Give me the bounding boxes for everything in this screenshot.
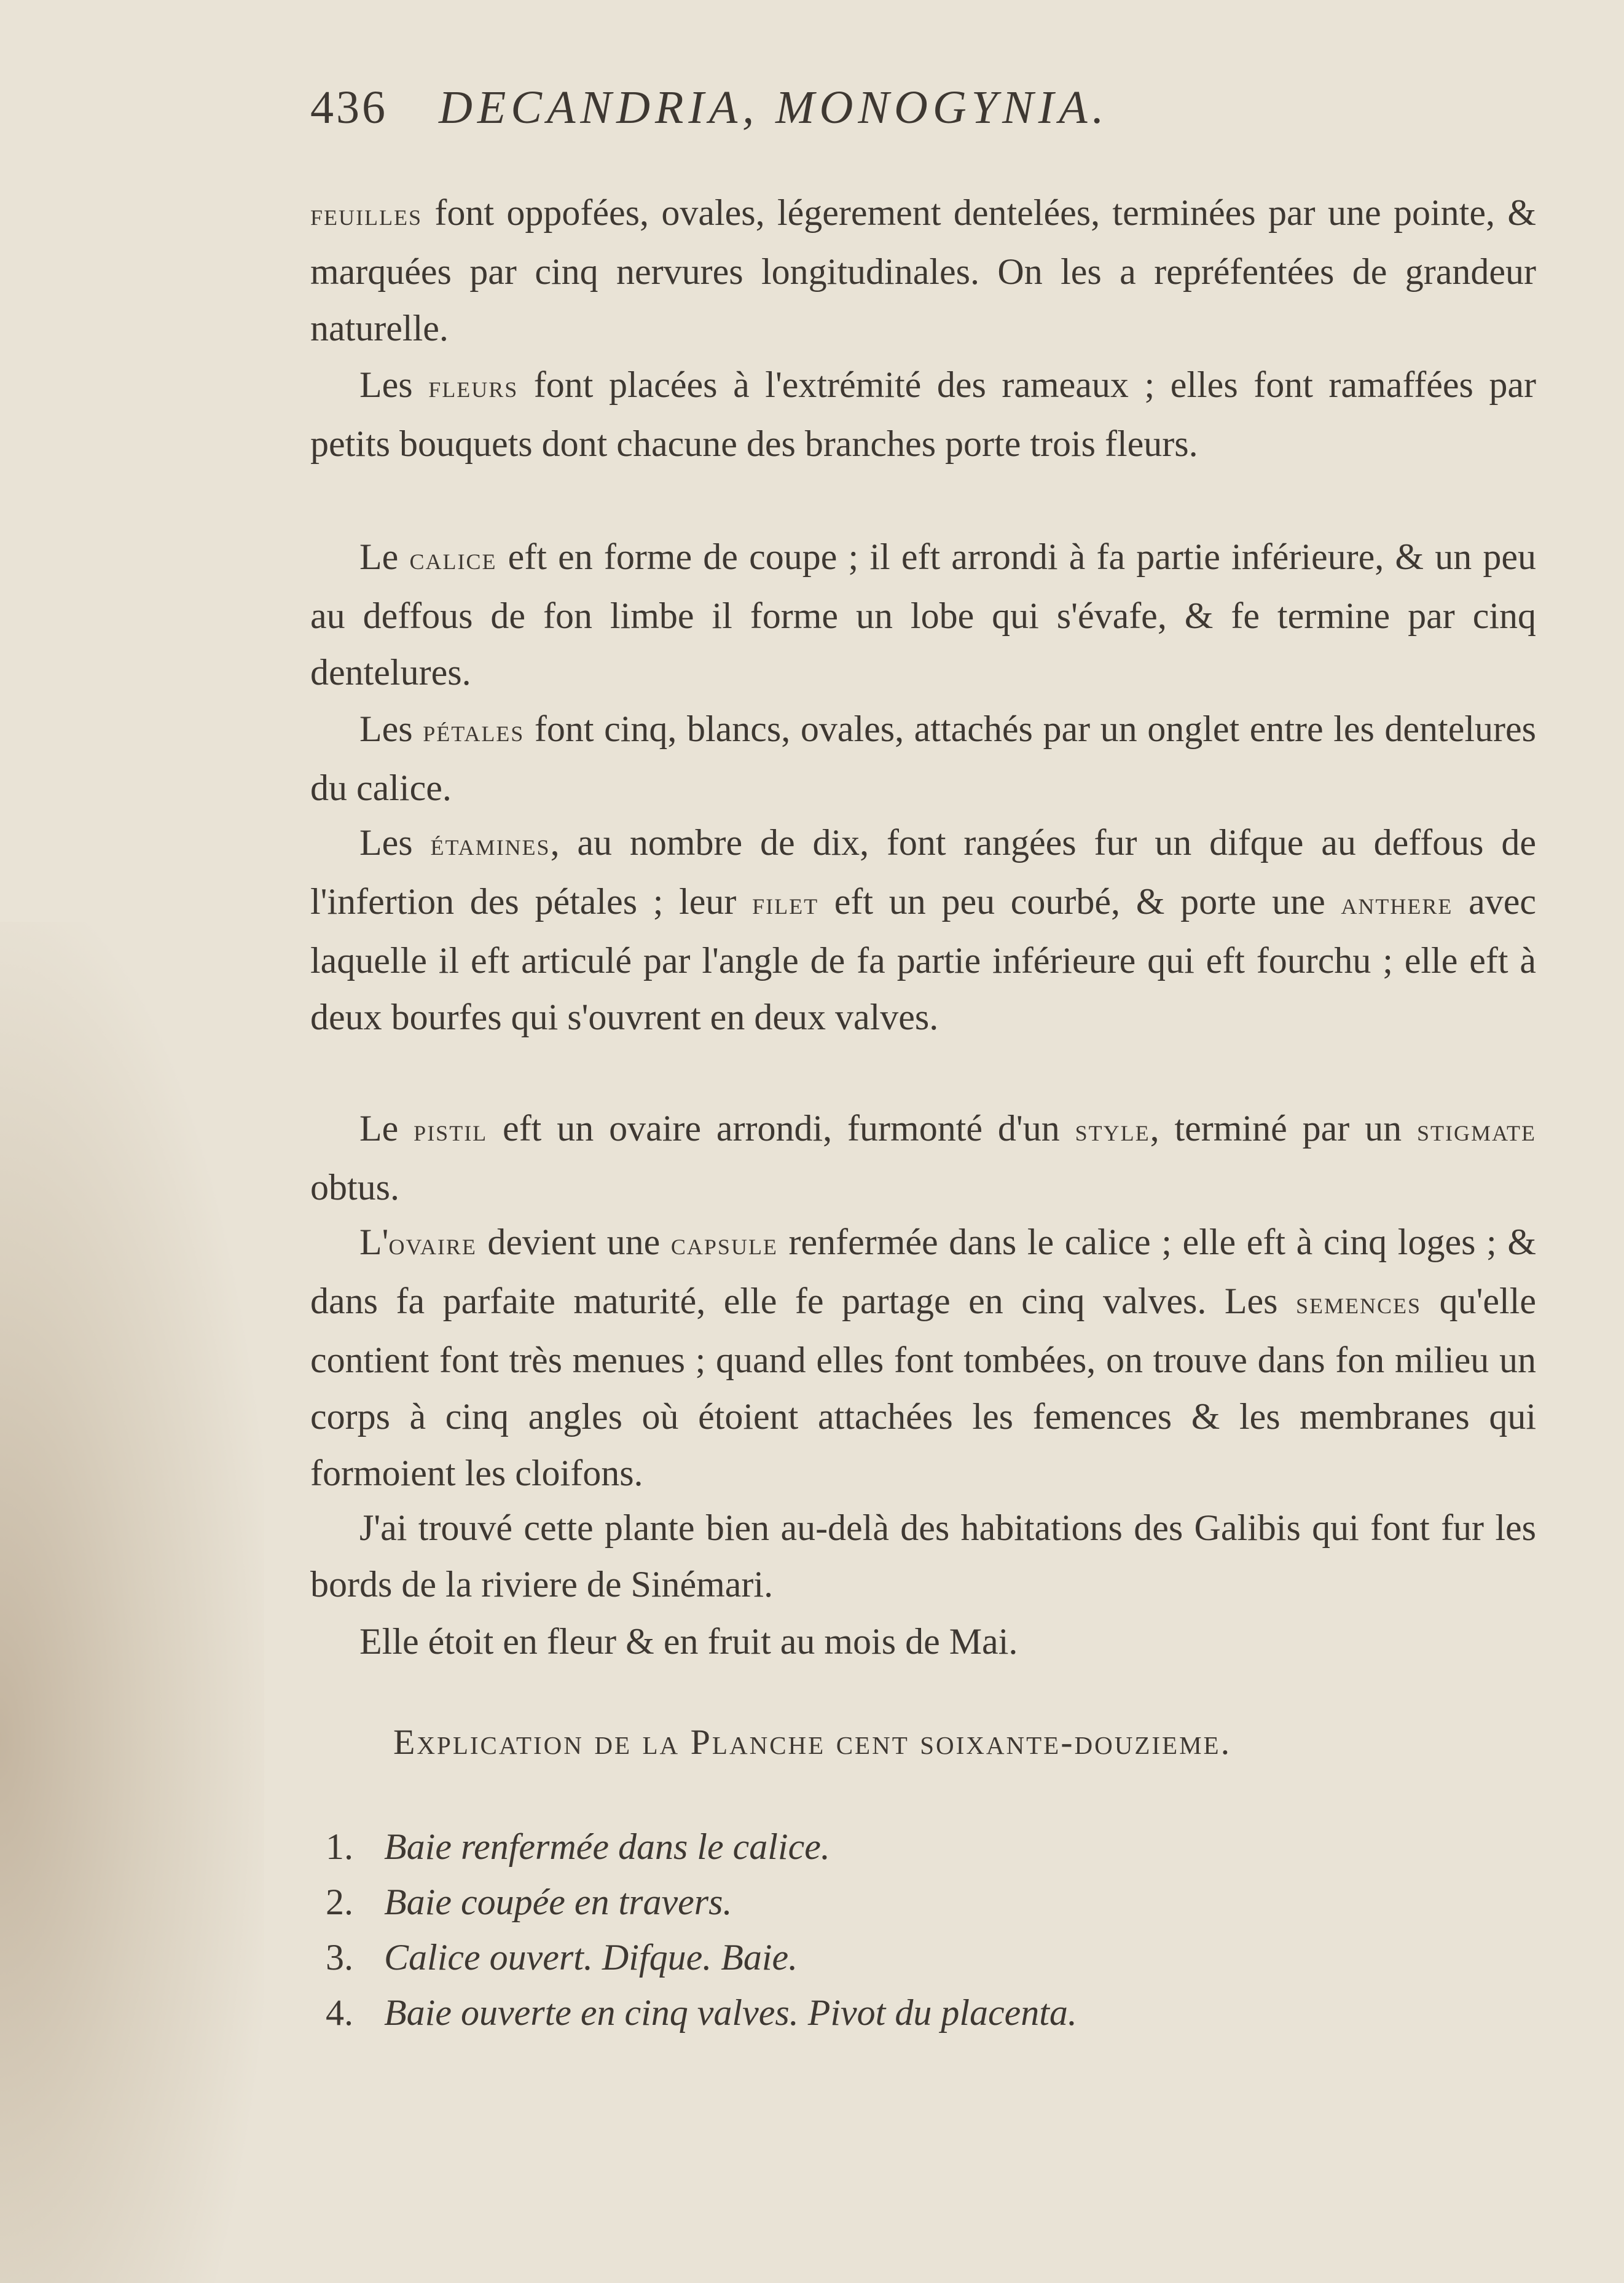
plate-item-list: [326, 1819, 1493, 2040]
paragraph-etamines: [310, 814, 1536, 1045]
paragraph-text: Les: [359, 364, 429, 405]
term-pistil: pistil: [414, 1113, 488, 1148]
plate-item-number: 3.: [326, 1937, 353, 1978]
paragraph-habitat: [310, 1499, 1536, 1613]
paragraph-text: J'ai trouvé cette plante bien au-delà des habitations des Galibis qui font fur les bords de la riviere de Sinémari.: [310, 1507, 1536, 1605]
paragraph-text: avec laquelle il eft articulé par l'angle de fa partie inférieure qui eft fourchu ; elle eft à deux bourfes qui s'ouvrent en deux valves.: [310, 881, 1536, 1037]
term-ovaire: ovaire: [388, 1227, 477, 1262]
paragraph-flowering: [310, 1613, 1536, 1670]
paragraph-fleurs: [310, 356, 1536, 472]
paragraph-ovaire: [310, 1214, 1536, 1501]
paragraph-text: eft un ovaire arrondi, furmonté d'un: [487, 1108, 1075, 1149]
plate-item: [326, 1985, 1493, 2040]
paragraph-calice: [310, 529, 1536, 701]
term-calice: calice: [409, 541, 497, 576]
running-title: DECANDRIA, MONOGYNIA.: [439, 82, 1109, 133]
paragraph-text: devient une: [476, 1222, 671, 1262]
paragraph-text: , au nombre de dix, font rangées fur un difque au deffous de l'infertion des pétales ; leur: [310, 822, 1536, 922]
plate-item-text: Baie coupée en travers.: [384, 1882, 732, 1922]
term-filet: filet: [752, 886, 819, 921]
paragraph-text: font cinq, blancs, ovales, attachés par un onglet entre les dentelures du calice.: [310, 709, 1536, 808]
running-header: [310, 77, 1410, 138]
term-style: style: [1075, 1113, 1150, 1148]
term-feuilles: feuilles: [310, 197, 422, 232]
plate-item-number: 4.: [326, 1992, 353, 2033]
plate-item-text: Calice ouvert. Difque. Baie.: [384, 1937, 798, 1978]
paragraph-text: Les: [359, 709, 423, 749]
paragraph-text: Les: [359, 822, 431, 863]
plate-item-number: 1.: [326, 1826, 353, 1867]
paragraph-text: eft en forme de coupe ; il eft arrondi à fa partie inférieure, & un peu au deffous de fon limbe il forme un lobe qui s'évafe, & fe termine par cinq dentelures.: [310, 536, 1537, 693]
plate-item-number: 2.: [326, 1882, 353, 1922]
paragraph-text: renfermée dans le calice ; elle eft à cinq loges ; & dans fa parfaite maturité, elle fe partage en cinq valves. Les: [310, 1222, 1537, 1321]
paragraph-text: font placées à l'extrémité des rameaux ; elles font ramaffées par petits bouquets dont chacune des branches porte trois fleurs.: [310, 364, 1536, 464]
paragraph-text: eft un peu courbé, & porte une: [818, 881, 1341, 922]
paragraph-feuilles: [310, 184, 1536, 356]
paragraph-text: Le: [359, 536, 410, 577]
paragraph-petales: [310, 701, 1536, 816]
paragraph-text: L': [359, 1222, 389, 1262]
plate-item: [326, 1930, 1493, 1985]
paragraph-text: Le: [359, 1108, 414, 1149]
paragraph-pistil: [310, 1100, 1536, 1216]
plate-item: [326, 1874, 1493, 1930]
term-etamines: étamines: [430, 827, 551, 862]
page-number: 436: [310, 82, 388, 133]
term-semences: semences: [1296, 1286, 1422, 1321]
paragraph-text: font oppofées, ovales, légerement dentelées, terminées par une pointe, & marquées par cinq nervures longitudinales. On les a repréfentées de grandeur naturelle.: [310, 192, 1536, 348]
term-capsule: capsule: [670, 1227, 778, 1262]
term-stigmate: stigmate: [1417, 1113, 1536, 1148]
paragraph-text: obtus.: [310, 1167, 400, 1208]
term-fleurs: fleurs: [428, 369, 519, 404]
paragraph-text: Elle étoit en fleur & en fruit au mois de Mai.: [359, 1621, 1018, 1662]
plate-explanation-title: Explication de la Planche cent soixante-douzieme.: [393, 1722, 1232, 1762]
paragraph-text: , terminé par un: [1150, 1108, 1417, 1149]
term-anthere: anthere: [1341, 886, 1453, 921]
plate-item-text: Baie renfermée dans le calice.: [384, 1826, 830, 1867]
term-petales: pétales: [423, 713, 525, 749]
plate-item: [326, 1819, 1493, 1874]
paragraph-text: qu'elle contient font très menues ; quand elles font tombées, on trouve dans fon milieu un corps à cinq angles où étoient attachées les femences & les membranes qui formoient les cloifons.: [310, 1281, 1536, 1493]
plate-item-text: Baie ouverte en cinq valves. Pivot du placenta.: [384, 1992, 1077, 2033]
